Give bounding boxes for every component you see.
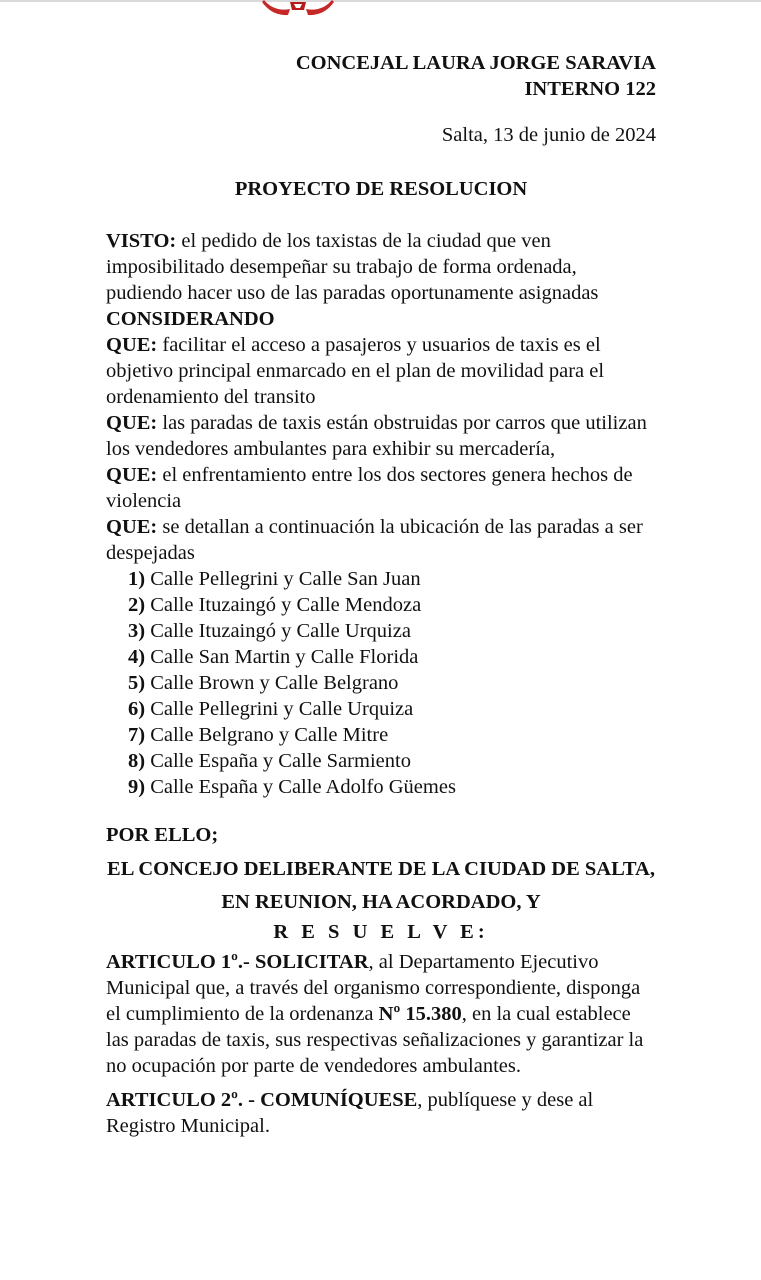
articulo-2 xyxy=(106,1087,656,1139)
articulo-1-label: ARTICULO 1º.- SOLICITAR xyxy=(106,951,369,973)
list-item-number: 7) xyxy=(128,724,146,746)
list-item-text: Calle Ituzaingó y Calle Mendoza xyxy=(145,594,422,616)
list-item-number: 3) xyxy=(128,620,146,642)
list-item xyxy=(106,618,656,644)
list-item-text: Calle Pellegrini y Calle Urquiza xyxy=(145,698,414,720)
reunion-heading: EN REUNION, HA ACORDADO, Y xyxy=(221,891,541,913)
resolution-document xyxy=(106,50,656,1139)
list-item-number: 5) xyxy=(128,672,146,694)
concejo-heading: EL CONCEJO DELIBERANTE DE LA CIUDAD DE SALTA, xyxy=(107,858,655,880)
list-item-text: Calle España y Calle Sarmiento xyxy=(145,750,411,772)
list-item-text: Calle Belgrano y Calle Mitre xyxy=(145,724,389,746)
que-label: QUE: xyxy=(106,412,158,434)
body-section xyxy=(106,228,656,800)
que-label: QUE: xyxy=(106,516,158,538)
que-paragraph xyxy=(106,462,656,514)
que-text: las paradas de taxis están obstruidas por carros que utilizan los vendedores ambulantes para exhibir su mercadería, xyxy=(106,412,647,460)
que-text: se detallan a continuación la ubicación de las paradas a ser despejadas xyxy=(106,516,643,564)
list-item xyxy=(106,748,656,774)
list-item xyxy=(106,722,656,748)
list-item xyxy=(106,592,656,618)
list-item-number: 4) xyxy=(128,646,146,668)
articulo-1-text: , al Departamento Ejecutivo Municipal que, a través del organismo correspondiente, disponga el cumplimiento de la ordenanza xyxy=(106,951,641,1025)
articulo-2-label: ARTICULO 2º. - COMUNÍQUESE xyxy=(106,1089,418,1111)
articulo-1-text-end: , en la cual establece las paradas de taxis, sus respectivas señalizaciones y garantizar la no ocupación por parte de vendedores ambulantes. xyxy=(106,1003,644,1077)
list-item xyxy=(106,566,656,592)
resuelve-heading: R E S U E L V E: xyxy=(273,921,489,943)
visto-label: VISTO: xyxy=(106,230,177,252)
list-item xyxy=(106,644,656,670)
articulo-1 xyxy=(106,949,656,1079)
list-item-number: 2) xyxy=(128,594,146,616)
paradas-list xyxy=(106,566,656,800)
author-interno: INTERNO 122 xyxy=(524,78,656,100)
list-item-text: Calle España y Calle Adolfo Güemes xyxy=(145,776,456,798)
crest-logo xyxy=(260,0,336,16)
list-item-text: Calle San Martin y Calle Florida xyxy=(145,646,419,668)
ordenanza-number: Nº 15.380 xyxy=(378,1003,462,1025)
que-label: QUE: xyxy=(106,464,158,486)
author-name: CONCEJAL LAURA JORGE SARAVIA xyxy=(295,52,656,74)
list-item-number: 9) xyxy=(128,776,146,798)
articulo-2-text: , publíquese y dese al Registro Municipal. xyxy=(106,1089,594,1137)
que-paragraph xyxy=(106,514,656,566)
que-paragraph xyxy=(106,410,656,462)
list-item-text: Calle Pellegrini y Calle San Juan xyxy=(145,568,421,590)
visto-paragraph xyxy=(106,228,656,306)
document-title: PROYECTO DE RESOLUCION xyxy=(234,178,528,200)
que-paragraph xyxy=(106,332,656,410)
list-item-text: Calle Ituzaingó y Calle Urquiza xyxy=(145,620,411,642)
list-item-number: 8) xyxy=(128,750,146,772)
list-item xyxy=(106,670,656,696)
list-item-text: Calle Brown y Calle Belgrano xyxy=(145,672,399,694)
top-border xyxy=(0,0,761,2)
list-item-number: 1) xyxy=(128,568,146,590)
que-label: QUE: xyxy=(106,334,158,356)
que-text: facilitar el acceso a pasajeros y usuarios de taxis es el objetivo principal enmarcado en el plan de movilidad para el ordenamiento del transito xyxy=(106,334,605,408)
list-item xyxy=(106,774,656,800)
document-date: Salta, 13 de junio de 2024 xyxy=(441,124,656,146)
author-header xyxy=(106,50,656,102)
considerando-heading: CONSIDERANDO xyxy=(106,308,275,330)
por-ello-heading: POR ELLO; xyxy=(106,824,219,846)
que-text: el enfrentamiento entre los dos sectores genera hechos de violencia xyxy=(106,464,633,512)
list-item xyxy=(106,696,656,722)
list-item-number: 6) xyxy=(128,698,146,720)
visto-text: el pedido de los taxistas de la ciudad que ven imposibilitado desempeñar su trabajo de forma ordenada, pudiendo hacer uso de las paradas oportunamente asignadas xyxy=(106,230,599,304)
